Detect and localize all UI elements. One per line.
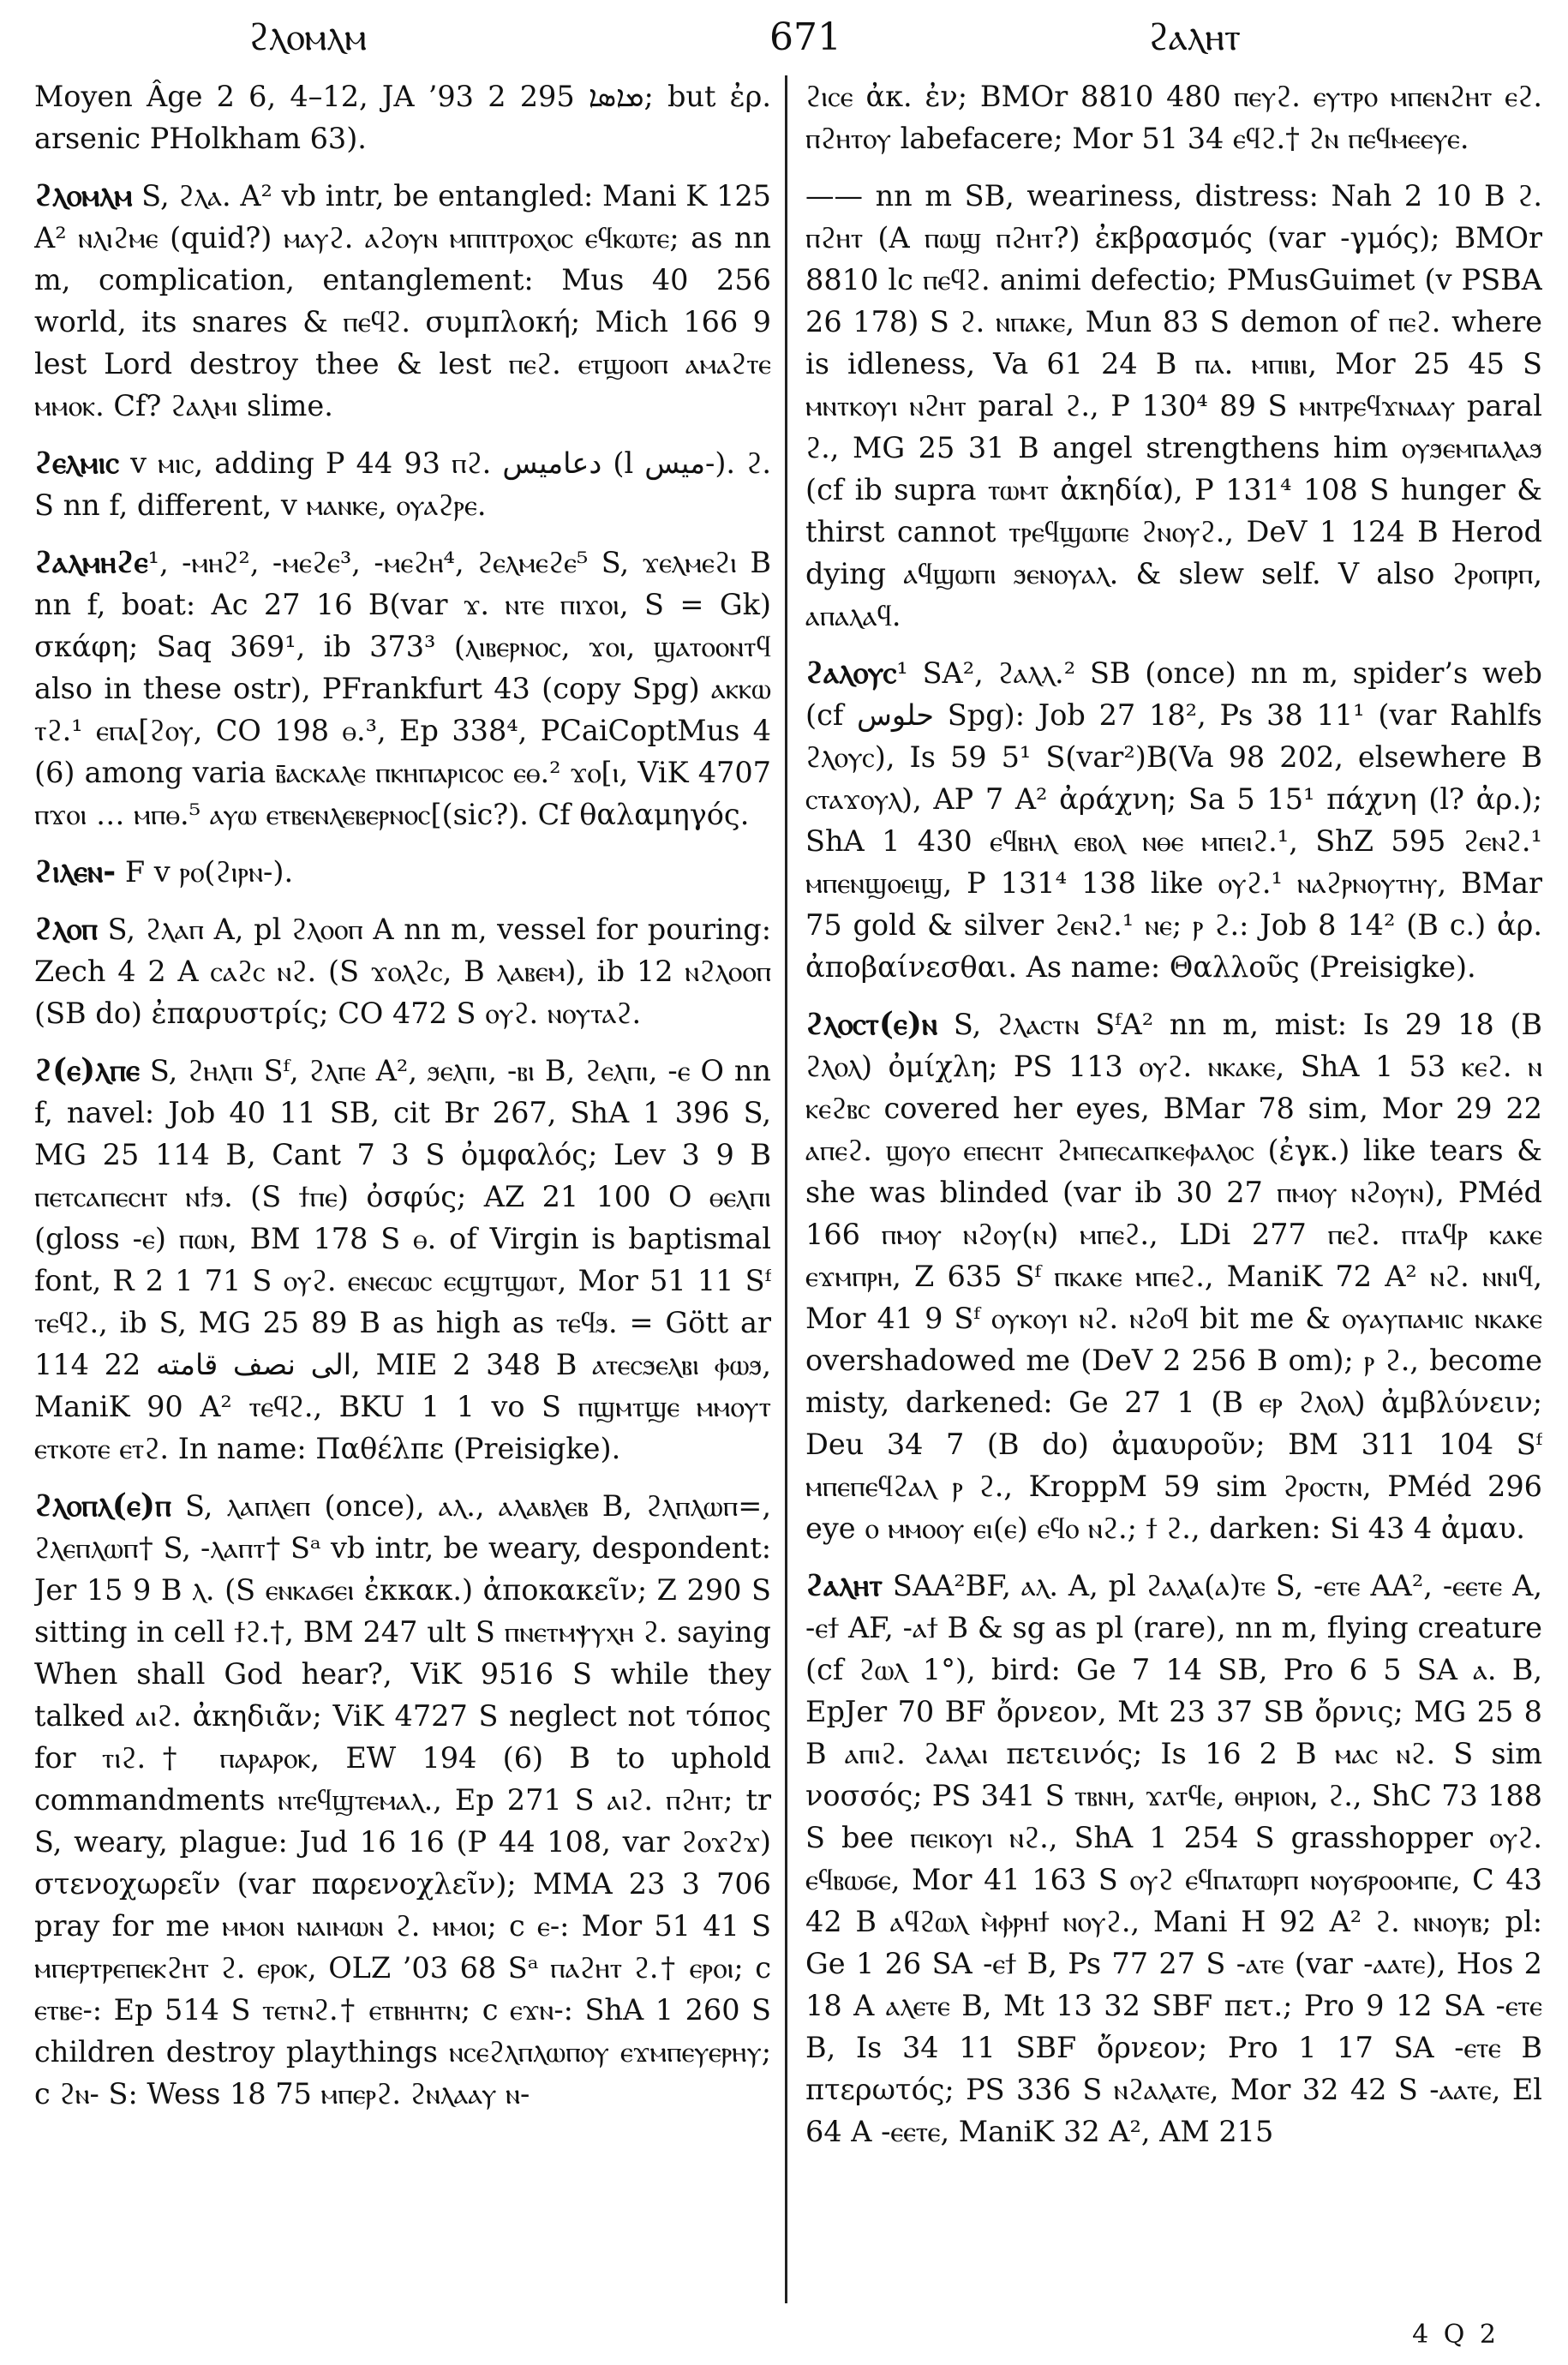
entry-halet (805, 1565, 1542, 2152)
entry-subentry-weariness (805, 175, 1542, 637)
entry-text: S, ϩⲗⲁⲡ A, pl ϩⲗⲟⲟⲡ A nn m, vessel for pouring: Zech 4 2 A ⲥⲁϩⲥ ⲛϩ. (S ϫⲟⲗϩⲥ, B ⲗⲁⲃⲉⲙ), ib 12 ⲛϩⲗⲟⲟⲡ (SB do) ἐπαρυστρίς; CO 472 S ⲟⲩϩ. ⲛⲟⲩⲧⲁϩ. (34, 913, 771, 1030)
headword: ϩ(ⲉ)ⲗⲡⲉ (34, 1052, 140, 1088)
right-column (805, 75, 1542, 2303)
entry-hlosten (805, 1003, 1542, 1549)
headword: ϩⲉⲗⲙⲓⲥ (34, 445, 120, 481)
page-number: 671 (769, 15, 841, 59)
entry-continuation (34, 75, 771, 159)
entry-hilen (34, 851, 771, 893)
header-right-guideword: ϩⲁⲗⲏⲧ (1148, 15, 1241, 59)
running-header (34, 12, 1534, 63)
entry-halmehe (34, 542, 771, 835)
signature-mark: 4 Q 2 (1412, 2320, 1499, 2350)
entry-hlop (34, 908, 771, 1034)
entry-text: S, ϩⲗⲁ. A² vb intr, be entangled: Mani K 125 A² ⲛⲗⲓϩⲙⲉ (quid?) ⲙⲁⲩϩ. ⲁϩⲟⲩⲛ ⲙⲡⲡⲧⲣⲟⲭⲟⲥ ⲉϥⲕⲱⲧⲉ; as nn m, complication, entanglement: Mus 40 256 world, its snares & ⲡⲉϥϩ. συμπλοκή; Mich 166 9 lest Lord destroy thee & lest ⲡⲉϩ. ⲉⲧϣⲟⲟⲡ ⲁⲙⲁϩⲧⲉ ⲙⲙⲟⲕ. Cf? ϩⲁⲗⲙⲓ slime. (34, 179, 771, 422)
entry-text: S, ⲗⲁⲡⲗⲉⲡ (once), ⲁⲗ., ⲁⲗⲁⲃⲗⲉⲃ B, ϩⲗⲡⲗⲱⲡ=, ϩⲗⲉⲡⲗⲱⲡ† S, -ⲗⲁⲡⲧ† Sᵃ vb intr, be weary, despondent: Jer 15 9 B ⲗ. (S ⲉⲛⲕⲁϭⲉⲓ ἐκκακ.) ἀποκακεῖν; Z 290 S sitting in cell ϯϩ.†, BM 247 ult S ⲡⲛⲉⲧⲙⲯⲩⲭⲏ ϩ. saying When shall God hear?, ViK 9516 S while they talked ⲁⲓϩ. ἀκηδιᾶν; ViK 4727 S neglect not τόπος for ⲧⲓϩ.† ⲡⲁⲣⲁⲣⲟⲕ, EW 194 (6) B to uphold commandments ⲛⲧⲉϥϣⲧⲉⲙⲁⲗ., Ep 271 S ⲁⲓϩ. ⲡϩⲏⲧ; tr S, weary, plague: Jud 16 16 (P 44 108, var ϩⲟϫϩϫ) στενοχωρεῖν (var παρενοχλεῖν); MMA 23 3 706 pray for me ⲙⲙⲟⲛ ⲛⲁⲓⲙⲱⲛ ϩ. ⲙⲙⲟⲓ; c ⲉ-: Mor 51 41 S ⲙⲡⲉⲣⲧⲣⲉⲡⲉⲕϩⲏⲧ ϩ. ⲉⲣⲟⲕ, OLZ ’03 68 Sᵃ ⲡⲁϩⲏⲧ ϩ.† ⲉⲣⲟⲓ; c ⲉⲧⲃⲉ-: Ep 514 S ⲧⲉⲧⲛϩ.† ⲉⲧⲃⲏⲏⲧⲛ; c ⲉϫⲛ-: ShA 1 260 S children destroy playthings ⲛⲥⲉϩⲗⲡⲗⲱⲡⲟⲩ ⲉϫⲙⲡⲉⲩⲉⲣⲏⲩ; c ϩⲛ- S: Wess 18 75 ⲙⲡⲉⲣϩ. ϩⲛⲗⲁⲁⲩ ⲛ- (34, 1489, 771, 2111)
entry-text: ¹, -ⲙⲏϩ², -ⲙⲉϩⲉ³, -ⲙⲉϩⲏ⁴, ϩⲉⲗⲙⲉϩⲉ⁵ S, ϫⲉⲗⲙⲉϩⲓ B nn f, boat: Ac 27 16 B(var ϫ. ⲛⲧⲉ ⲡⲓϫⲟⲓ, S = Gk) σκάφη; Saq 369¹, ib 373³ (ⲗⲓⲃⲉⲣⲛⲟⲥ, ϫⲟⲓ, ϣⲁⲧⲟⲟⲛⲧϥ also in these ostr), PFrankfurt 43 (copy Spg) ⲁⲕⲕⲱ ⲧϩ.¹ ⲉⲡⲁ[ϩⲟⲩ, CO 198 ⲑ.³, Ep 338⁴, PCaiCoptMus 4 (6) among varia ⲃ̄ⲁⲥⲕⲁⲗⲉ ⲡⲕⲏⲡⲁⲣⲓⲥⲟⲥ ⲉⲑ.² ϫⲟ[ⲓ, ViK 4707 ⲡϫⲟⲓ … ⲙⲡⲑ.⁵ ⲁⲩⲱ ⲉⲧⲃⲉⲛⲗⲉⲃⲉⲣⲛⲟⲥ[(sic?). Cf θαλαμηγός. (34, 546, 771, 831)
entry-hloplep (34, 1485, 771, 2115)
column-divider (785, 75, 787, 2303)
headword: ϩⲁⲗⲟⲩⲥ (805, 655, 897, 691)
entry-helmis (34, 442, 771, 526)
entry-text: v ⲙⲓⲥ, adding P 44 93 ⲡϩ. دعاميس (l ميس-). ϩ. S nn f, different, v ⲙⲁⲛⲕⲉ, ⲟⲩⲁϩⲣⲉ. (34, 446, 771, 522)
entry-text: ϩⲓⲥⲉ ἀκ. ἐν; BMOr 8810 480 ⲡⲉⲩϩ. ⲉⲩⲧⲣⲟ ⲙⲡⲉⲛϩⲏⲧ ⲉϩ. ⲡϩⲏⲧⲟⲩ labefacere; Mor 51 34 ⲉϥϩ.† ϩⲛ ⲡⲉϥⲙⲉⲉⲩⲉ. (805, 80, 1542, 155)
headword: ϩⲓⲗⲉⲛ- (34, 853, 117, 889)
headword: ϩⲁⲗⲏⲧ (805, 1567, 883, 1603)
headword: ϩⲗⲟⲡⲗ(ⲉ)ⲡ (34, 1488, 171, 1524)
header-left-guideword: ϩⲗⲟⲙⲗⲙ (248, 15, 367, 59)
left-column (34, 75, 771, 2303)
headword: ϩⲗⲟⲥⲧ(ⲉ)ⲛ (805, 1006, 938, 1042)
entry-continuation (805, 75, 1542, 159)
headword: ϩⲗⲟⲙⲗⲙ (34, 177, 133, 213)
entry-text: SAA²BF, ⲁⲗ. A, pl ϩⲁⲗⲁ(ⲁ)ⲧⲉ S, -ⲉⲧⲉ AA², -ⲉⲉⲧⲉ A, -ⲉϯ AF, -ⲁϯ B & sg as pl (rare), nn m, flying creature (cf ϩⲱⲗ 1°), bird: Ge 7 14 SB, Pro 6 5 SA ⲁ. B, EpJer 70 BF ὄρνεον, Mt 23 37 SB ὄρνις; MG 25 8 B ⲁⲡⲓϩ. ϩⲁⲗⲁⲓ πετεινός; Is 16 2 B ⲙⲁⲥ ⲛϩ. S sim νοσσός; PS 341 S ⲧⲃⲛⲏ, ϫⲁⲧϥⲉ, ⲑⲏⲣⲓⲟⲛ, ϩ., ShC 73 188 S bee ⲡⲉⲓⲕⲟⲩⲓ ⲛϩ., ShA 1 254 S grasshopper ⲟⲩϩ. ⲉϥⲃⲱϭⲉ, Mor 41 163 S ⲟⲩϩ ⲉϥⲡⲁⲧⲱⲣⲡ ⲛⲟⲩϭⲣⲟⲟⲙⲡⲉ, C 43 42 B ⲁϥϩⲱⲗ ⲙ̀ⲫⲣⲏϯ ⲛⲟⲩϩ., Mani H 92 A² ϩ. ⲛⲛⲟⲩⲃ; pl: Ge 1 26 SA -ⲉϯ B, Ps 77 27 S -ⲁⲧⲉ (var -ⲁⲁⲧⲉ), Hos 2 18 A ⲁⲗⲉⲧⲉ B, Mt 13 32 SBF πετ.; Pro 9 12 SA -ⲉⲧⲉ B, Is 34 11 SBF ὄρνεον; Pro 1 17 SA -ⲉⲧⲉ B πτερωτός; PS 336 S ⲛϩⲁⲗⲁⲧⲉ, Mor 32 42 S -ⲁⲁⲧⲉ, El 64 A -ⲉⲉⲧⲉ, ManiK 32 A², AM 215 (805, 1569, 1542, 2148)
entry-text: —— nn m SB, weariness, distress: Nah 2 10 B ϩ. ⲡϩⲏⲧ (A ⲡⲱϣ ⲡϩⲏⲧ?) ἐκβρασμός (var -γμός); BMOr 8810 lc ⲡⲉϥϩ. animi defectio; PMusGuimet (v PSBA 26 178) S ϩ. ⲛⲡⲁⲕⲉ, Mun 83 S demon of ⲡⲉϩ. where is idleness, Va 61 24 B ⲡⲁ. ⲙⲡⲓⲃⲓ, Mor 25 45 S ⲙⲛⲧⲕⲟⲩⲓ ⲛϩⲏⲧ paral ϩ., P 130⁴ 89 S ⲙⲛⲧⲣⲉϥϫⲛⲁⲁⲩ paral ϩ., MG 25 31 B angel strengthens him ⲟⲩϧⲉⲙⲡⲁⲗⲁϧ (cf ib supra ⲧⲱⲙⲧ ἀκηδία), P 131⁴ 108 S hunger & thirst cannot ⲧⲣⲉϥϣⲱⲡⲉ ϩⲛⲟⲩϩ., DeV 1 124 B Herod dying ⲁϥϣⲱⲡⲓ ϧⲉⲛⲟⲩⲁⲗ. & slew self. V also ϩⲣⲟⲡⲣⲡ, ⲁⲡⲁⲗⲁϥ. (805, 179, 1542, 632)
entry-text: Moyen Âge 2 6, 4–12, JA ’93 2 295 ܡܐܣܐ; but ἐρ. arsenic PHolkham 63). (34, 80, 771, 155)
entry-text: S, ϩⲏⲗⲡⲓ Sᶠ, ϩⲗⲡⲉ A², ϧⲉⲗⲡⲓ, -ⲃⲓ B, ϩⲉⲗⲡⲓ, -ⲉ O nn f, navel: Job 40 11 SB, cit Br 267, ShA 1 396 S, MG 25 114 B, Cant 7 3 S ὀμφαλός; Lev 3 9 B ⲡⲉⲧⲥⲁⲡⲉⲥⲏⲧ ⲛϯϧ. (S ϯⲡⲉ) ὀσφύς; AZ 21 100 O ⲑⲉⲗⲡⲓ (gloss -ⲉ) ⲡⲱⲛ, BM 178 S ⲑ. of Virgin is baptismal font, R 2 1 71 S ⲟⲩϩ. ⲉⲛⲉⲥⲱⲥ ⲉⲥϣⲧϣⲱⲧ, Mor 51 11 Sᶠ ⲧⲉϥϩ., ib S, MG 25 89 B as high as ⲧⲉϥϧ. = Gött ar 114 22 الى نصف قامته, MIE 2 348 B ⲁⲧⲉⲥϧⲉⲗⲃⲓ ⲫⲱϧ, ManiK 90 A² ⲧⲉϥϩ., BKU 1 1 vo S ⲡϣⲙⲧϣⲉ ⲙⲙⲟⲩⲧ ⲉⲧⲕⲟⲧⲉ ⲉⲧϩ. In name: Παθέλπε (Preisigke). (34, 1054, 771, 1465)
entry-text: S, ϩⲗⲁⲥⲧⲛ SᶠA² nn m, mist: Is 29 18 (B ϩⲗⲟⲗ) ὀμίχλη; PS 113 ⲟⲩϩ. ⲛⲕⲁⲕⲉ, ShA 1 53 ⲕⲉϩ. ⲛ ⲕⲉϩⲃⲥ covered her eyes, BMar 78 sim, Mor 29 22 ⲁⲡⲉϩ. ϣⲟⲩⲟ ⲉⲡⲉⲥⲏⲧ ϩⲙⲡⲉⲥⲁⲡⲕⲉⲫⲁⲗⲟⲥ (ἐγκ.) like tears & she was blinded (var ib 30 27 ⲡⲙⲟⲩ ⲛϩⲟⲩⲛ), PMéd 166 ⲡⲙⲟⲩ ⲛϩⲟⲩ(ⲛ) ⲙⲡⲉϩ., LDi 277 ⲡⲉϩ. ⲡⲧⲁϥⲣ ⲕⲁⲕⲉ ⲉϫⲙⲡⲣⲏ, Z 635 Sᶠ ⲡⲕⲁⲕⲉ ⲙⲡⲉϩ., ManiK 72 A² ⲛϩ. ⲛⲛⲓϥ, Mor 41 9 Sᶠ ⲟⲩⲕⲟⲩⲓ ⲛϩ. ⲛϩⲟϥ bit me & ⲟⲩⲁⲩⲡⲁⲙⲓⲥ ⲛⲕⲁⲕⲉ overshadowed me (DeV 2 256 B om); ⲣ ϩ., become misty, darkened: Ge 27 1 (B ⲉⲣ ϩⲗⲟⲗ) ἀμβλύνειν; Deu 34 7 (B do) ἀμαυροῦν; BM 311 104 Sᶠ ⲙⲡⲉⲡⲉϥϩⲁⲗ ⲣ ϩ., KroppM 59 sim ϩⲣⲟⲥⲧⲛ, PMéd 296 eye ⲟ ⲙⲙⲟⲟⲩ ⲉⲓ(ⲉ) ⲉϥⲟ ⲛϩ.; ϯ ϩ., darken: Si 43 4 ἀμαυ. (805, 1008, 1542, 1545)
headword: ϩⲁⲗⲙⲏϩⲉ (34, 544, 148, 580)
headword: ϩⲗⲟⲡ (34, 911, 98, 947)
entry-halous (805, 652, 1542, 988)
entry-text: ¹ SA², ϩⲁⲗⲗ.² SB (once) nn m, spider’s web (cf حلوس Spg): Job 27 18², Ps 38 11¹ (var Rahlfs ϩⲗⲟⲩⲥ), Is 59 5¹ S(var²)B(Va 98 202, elsewhere B ⲥⲧⲁϫⲟⲩⲗ), AP 7 A² ἀράχνη; Sa 5 15¹ πάχνη (l? ἀρ.); ShA 1 430 ⲉϥⲃⲏⲗ ⲉⲃⲟⲗ ⲛⲑⲉ ⲙⲡⲉⲓϩ.¹, ShZ 595 ϩⲉⲛϩ.¹ ⲙⲡⲉⲛϣⲟⲉⲓϣ, P 131⁴ 138 like ⲟⲩϩ.¹ ⲛⲁϩⲣⲛⲟⲩⲧⲏⲩ, BMar 75 gold & silver ϩⲉⲛϩ.¹ ⲛⲉ; ⲣ ϩ.: Job 8 14² (B c.) ἀρ. ἀποβαίνεσθαι. As name: Θαλλοῦς (Preisigke). (805, 656, 1542, 984)
entry-hlomlm (34, 175, 771, 427)
entry-helpe (34, 1050, 771, 1470)
entry-text: F v ⲣⲟ(ϩⲓⲣⲛ-). (116, 855, 294, 889)
